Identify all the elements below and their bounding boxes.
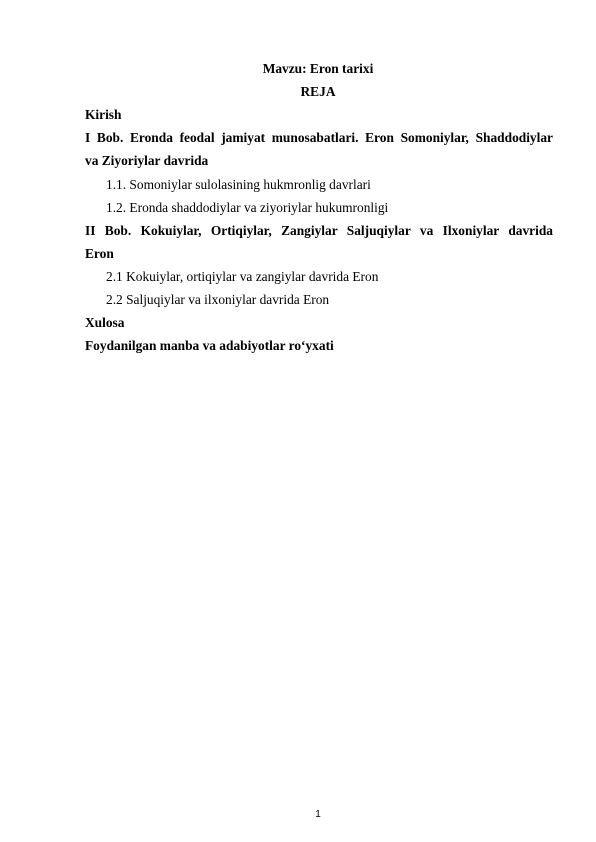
plan-item-chapter-1-line-2: va Ziyoriylar davrida: [85, 153, 209, 168]
page-number: 1: [315, 809, 321, 820]
plan-item-section-2-1: 2.1 Kokuiylar, ortiqiylar va zangiylar davrida Eron: [106, 269, 379, 284]
plan-item-intro: Kirish: [85, 107, 122, 122]
plan-item-references: Foydanilgan manba va adabiyotlar ro‘yxati: [85, 338, 334, 353]
plan-item-chapter-2-line-1: II Bob. Kokuiylar, Ortiqiylar, Zangiylar Saljuqiylar va Ilxoniylar davrida: [85, 223, 553, 238]
plan-item-section-2-2: 2.2 Saljuqiylar va ilxoniylar davrida Eron: [106, 292, 330, 307]
plan-item-conclusion: Xulosa: [85, 315, 125, 330]
plan-item-chapter-2-line-2: Eron: [85, 246, 114, 261]
plan-item-section-1-1: 1.1. Somoniylar sulolasining hukmronlig davrlari: [106, 177, 371, 192]
plan-item-chapter-1-line-1: I Bob. Eronda feodal jamiyat munosabatlari. Eron Somoniylar, Shaddodiylar: [85, 130, 553, 145]
topic-title: Mavzu: Eron tarixi: [262, 61, 374, 76]
plan-heading: REJA: [300, 84, 336, 99]
plan-item-section-1-2: 1.2. Eronda shaddodiylar va ziyoriylar hukumronligi: [106, 200, 389, 215]
